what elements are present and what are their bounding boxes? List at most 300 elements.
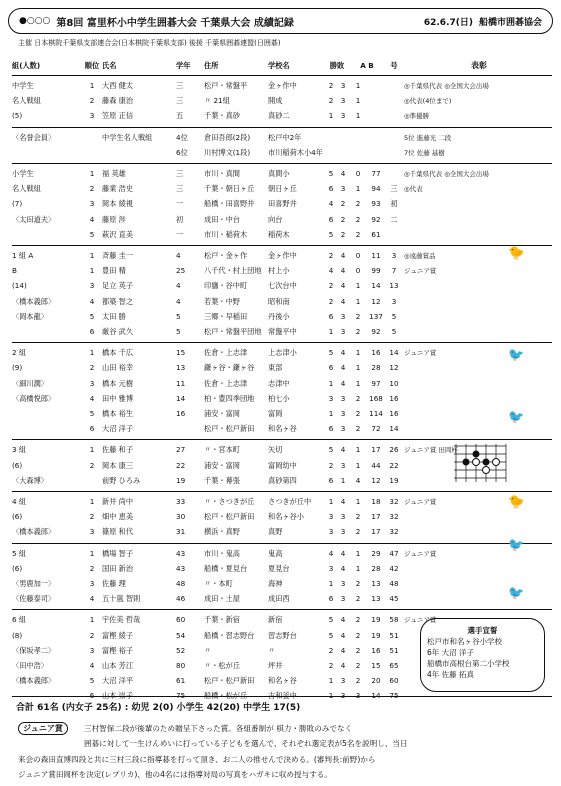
cell-name: 藤原 渉 xyxy=(102,214,126,224)
cell-no: 16 xyxy=(389,393,399,403)
cell-school: 海神 xyxy=(268,579,283,588)
cell-school: 金ヶ作中 xyxy=(268,81,297,90)
oath-line: 4年 佐藤 拓真 xyxy=(427,670,475,679)
cell-addr: 船橋・習志野台 xyxy=(204,630,255,640)
cell-name: 前野 ひろみ xyxy=(102,475,141,485)
cell-grade: 三 xyxy=(176,81,184,90)
cell-name: 新井 尚中 xyxy=(102,497,134,506)
cell-school: 丹後小 xyxy=(268,311,290,321)
cell-b: 11 xyxy=(371,251,381,260)
cell-addr: 松戸・常盤平団地 xyxy=(204,327,262,336)
cell-name: 太田 勝 xyxy=(102,311,126,321)
organizer: 船橋市囲碁協会 xyxy=(478,17,542,28)
table-row xyxy=(0,496,561,508)
cell-div: (6) xyxy=(12,460,23,470)
cell-name: 国田 新治 xyxy=(102,563,134,573)
cell-w: 5 xyxy=(328,229,334,239)
cell-w: 1 xyxy=(328,497,334,506)
cell-l: 4 xyxy=(340,563,346,573)
oath-line: 松戸市和名ヶ谷小学校 xyxy=(427,637,502,646)
cell-addr: 成田・中台 xyxy=(204,214,240,224)
cell-a: 2 xyxy=(355,527,361,537)
cell-b: 13 xyxy=(371,594,381,604)
cell-w: 4 xyxy=(328,266,334,276)
cell-a: 3 xyxy=(355,691,361,701)
cell-addr: 市川・真間 xyxy=(204,169,240,178)
table-row xyxy=(0,168,561,180)
cell-name: 篠原 和代 xyxy=(102,527,134,537)
cell-school: 和名ヶ谷小 xyxy=(268,512,304,522)
cell-school: 夏見台 xyxy=(268,563,290,573)
cell-b: 94 xyxy=(371,184,381,194)
cell-a: 2 xyxy=(355,409,361,418)
cell-no: 48 xyxy=(389,579,399,588)
cell-no: 51 xyxy=(389,645,399,655)
cell-div: (14) xyxy=(12,281,27,291)
group-divider xyxy=(12,127,552,128)
cell-addr: 〃 21組 xyxy=(204,96,230,106)
cell-name: 岡本 綾視 xyxy=(102,199,134,209)
cell-div: 6 組 xyxy=(12,615,27,625)
cell-a: 1 xyxy=(355,184,361,194)
cell-addr: 松戸・松戸新田 xyxy=(204,676,255,686)
cell-b: 19 xyxy=(371,615,381,625)
cell-note: ◎代表(4位まで) xyxy=(404,97,452,106)
cell-note: ◎遠藤賞品 xyxy=(404,252,436,260)
cell-name: 富樫 裕子 xyxy=(102,645,134,655)
cell-div: 〈男鹿加一〉 xyxy=(12,579,56,588)
cell-div: 〈岡本龍〉 xyxy=(12,311,48,321)
cell-div: 〈保坂孝二〉 xyxy=(12,645,56,655)
header-ab: A B xyxy=(360,61,374,70)
cell-rank: 1 xyxy=(89,445,95,455)
header-record: 勝敗 xyxy=(329,61,345,70)
cell-rank: 2 xyxy=(89,184,95,194)
table-row xyxy=(0,265,561,277)
cell-a: 2 xyxy=(355,393,361,403)
cell-a: 2 xyxy=(355,214,361,224)
cell-div: (9) xyxy=(12,363,23,373)
cell-l: 3 xyxy=(340,327,346,336)
cell-school: 〃 xyxy=(268,645,276,655)
cell-rank: 2 xyxy=(89,512,95,522)
cell-grade: 5 xyxy=(176,327,181,336)
cell-grade: 4 xyxy=(176,296,181,306)
cell-w: 1 xyxy=(328,409,334,418)
cell-school: 矢切 xyxy=(268,445,283,455)
cell-addr: 浦安・富岡 xyxy=(204,409,240,418)
cell-grade: 46 xyxy=(176,594,186,604)
cell-a: 2 xyxy=(355,579,361,588)
cell-l: 4 xyxy=(340,378,346,388)
cell-a: 1 xyxy=(355,497,361,506)
cell-name: 佐藤 和子 xyxy=(102,445,134,455)
cell-rank: 1 xyxy=(89,169,95,178)
cell-school: 志津中 xyxy=(268,378,290,388)
cell-l: 4 xyxy=(340,645,346,655)
junior-award-paragraph: 囲碁に対して一生けんめいに打っている子どもを選んで、それぞれ選定表が5名を説明し、当日 xyxy=(84,739,408,748)
header-rule xyxy=(12,75,552,76)
header-school: 学校名 xyxy=(268,61,290,70)
cell-addr: 〃・松が丘 xyxy=(204,661,240,670)
cell-addr: 市川・稲荷木 xyxy=(204,229,248,239)
table-row xyxy=(0,132,561,144)
table-row xyxy=(0,578,561,590)
go-board-drawing xyxy=(452,442,508,484)
cell-school: 和名ヶ谷 xyxy=(268,676,297,686)
cell-rank: 3 xyxy=(89,645,95,655)
cell-l: 3 xyxy=(340,409,346,418)
cell-a: 1 xyxy=(355,548,361,558)
group-divider xyxy=(12,163,552,164)
cell-rank: 1 xyxy=(89,81,95,90)
cell-grade: 75 xyxy=(176,691,186,701)
cell-b: 77 xyxy=(371,169,381,178)
cell-a: 2 xyxy=(355,229,361,239)
table-row xyxy=(0,229,561,241)
cell-b: 92 xyxy=(371,327,381,336)
cell-name: 田中 雅博 xyxy=(102,393,134,403)
cell-note: ジュニア賞 xyxy=(404,549,437,558)
cell-addr: 成田・土屋 xyxy=(204,594,240,604)
cell-grade: 一 xyxy=(176,199,184,209)
cell-addr: 〃・さつきが丘 xyxy=(204,497,255,506)
cell-div: (5) xyxy=(12,111,23,121)
cell-school: 上志津小 xyxy=(268,348,297,358)
cell-div: 〈大森博〉 xyxy=(12,475,48,485)
table-row xyxy=(0,526,561,538)
footer-rule xyxy=(12,696,552,697)
cell-school: 真砂第四 xyxy=(268,475,297,485)
cell-no: 二 xyxy=(390,214,398,224)
cell-b: 19 xyxy=(371,630,381,640)
cell-rank: 5 xyxy=(89,409,95,418)
cell-a: 2 xyxy=(355,594,361,604)
cell-rank: 5 xyxy=(89,229,95,239)
cell-w: 5 xyxy=(328,169,334,178)
cell-w: 1 xyxy=(328,111,334,121)
cell-a: 2 xyxy=(355,311,361,321)
table-header xyxy=(0,60,561,72)
cell-addr: 倉田吾郎(2段) xyxy=(204,132,251,142)
cell-b: 18 xyxy=(371,497,381,506)
cell-l: 3 xyxy=(340,676,346,686)
cell-w: 3 xyxy=(328,512,334,522)
cell-no: 42 xyxy=(389,563,399,573)
cell-grade: 60 xyxy=(176,615,186,625)
cell-note: ジュニア賞 xyxy=(404,349,437,358)
cell-grade: 27 xyxy=(176,445,186,455)
cell-no: 26 xyxy=(389,445,399,455)
cell-addr: 佐倉・上志津 xyxy=(204,378,248,388)
cell-b: 15 xyxy=(371,661,381,670)
cell-school: 真間小 xyxy=(268,169,290,178)
cell-a: 1 xyxy=(355,96,361,106)
cell-l: 4 xyxy=(340,661,346,670)
cell-school: 真野 xyxy=(268,527,283,537)
cell-div: 〈名誉会員〉 xyxy=(12,132,56,142)
header-no: 号 xyxy=(390,61,398,70)
bird-icon: 🐦 xyxy=(508,538,525,553)
header-division: 組(人数) xyxy=(12,61,41,70)
cell-addr: 柏・豊四季団地 xyxy=(204,393,255,403)
cell-name: 福 英雄 xyxy=(102,169,126,178)
cell-div: 2 組 xyxy=(12,348,27,358)
cell-addr: 佐倉・上志津 xyxy=(204,348,248,358)
cell-b: 168 xyxy=(369,393,383,403)
table-row xyxy=(0,393,561,405)
cell-school: 向台 xyxy=(268,214,283,224)
table-row xyxy=(0,548,561,560)
cell-a: 1 xyxy=(355,348,361,358)
cell-no: 32 xyxy=(389,497,399,506)
cell-grade: 30 xyxy=(176,512,186,522)
cell-note: 5位 進藤光 二段 xyxy=(404,133,452,142)
cell-addr: 市川・鬼高 xyxy=(204,548,240,558)
cell-l: 3 xyxy=(340,424,346,434)
cell-b: 16 xyxy=(371,348,381,358)
cell-a: 1 xyxy=(355,445,361,455)
cell-addr: 若葉・中野 xyxy=(204,296,240,306)
oath-title: 選手宣誓 xyxy=(467,626,498,635)
cell-l: 2 xyxy=(340,214,346,224)
cell-div: 小学生 xyxy=(12,169,34,178)
cell-no: 22 xyxy=(389,460,399,470)
oath-line: 6年 大沼 洋子 xyxy=(427,648,475,657)
cell-l: 2 xyxy=(340,199,346,209)
cell-l: 4 xyxy=(340,615,346,625)
cell-div: 〈橋本義郎〉 xyxy=(12,527,56,537)
cell-div: (6) xyxy=(12,563,23,573)
cell-l: 3 xyxy=(340,579,346,588)
cell-b: 28 xyxy=(371,563,381,573)
table-row xyxy=(0,95,561,107)
cell-a: 1 xyxy=(355,81,361,90)
cell-a: 1 xyxy=(355,111,361,121)
cell-div: 名人戦組 xyxy=(12,184,41,194)
cell-grade: 4 xyxy=(176,281,181,291)
cell-b: 12 xyxy=(371,296,381,306)
cell-school: 金ヶ作中 xyxy=(268,251,297,260)
cell-b: 92 xyxy=(371,214,381,224)
cell-l: 4 xyxy=(340,169,346,178)
cell-school: 真砂二 xyxy=(268,111,290,121)
table-row xyxy=(0,378,561,390)
table-row xyxy=(0,563,561,575)
cell-grade: 一 xyxy=(176,229,184,239)
table-row xyxy=(0,80,561,92)
cell-no: 60 xyxy=(389,676,399,686)
table-row xyxy=(0,280,561,292)
cell-name: 都築 智之 xyxy=(102,296,134,306)
cell-w: 5 xyxy=(328,348,334,358)
cell-a: 1 xyxy=(355,378,361,388)
cell-grade: 31 xyxy=(176,527,186,537)
cell-grade: 54 xyxy=(176,630,186,640)
cell-school: 田喜野井 xyxy=(268,199,297,209)
cell-addr: 〃・本町 xyxy=(204,579,233,588)
cell-b: 17 xyxy=(371,512,381,522)
cell-school: さつきが丘中 xyxy=(268,497,312,506)
cell-name: 宇佐美 哲哉 xyxy=(102,615,141,625)
cell-w: 6 xyxy=(328,475,334,485)
cell-school: 朝日ヶ丘 xyxy=(268,184,297,194)
cell-l: 3 xyxy=(340,393,346,403)
title-bar xyxy=(8,8,553,34)
cell-a: 1 xyxy=(355,460,361,470)
cell-note: 7位 佐藤 基樹 xyxy=(404,148,445,157)
cell-l: 4 xyxy=(340,281,346,291)
cell-note: ◎千葉県代表 ◎全国大会出場 xyxy=(404,170,489,178)
cell-rank: 2 xyxy=(89,563,95,573)
cell-a: 1 xyxy=(355,363,361,373)
cell-l: 4 xyxy=(340,445,346,455)
cell-grade: 初 xyxy=(176,214,184,224)
cell-school: 富岡 xyxy=(268,409,283,418)
cell-school: 稲荷木 xyxy=(268,229,290,239)
cell-grade: 16 xyxy=(176,409,186,418)
cell-addr: 船橋・田喜野井 xyxy=(204,199,255,209)
cell-w: 3 xyxy=(328,393,334,403)
cell-name: 厳谷 武久 xyxy=(102,327,134,336)
cell-a: 2 xyxy=(355,512,361,522)
cell-name: 山田 裕幸 xyxy=(102,363,134,373)
cell-w: 6 xyxy=(328,363,334,373)
cell-grade: 三 xyxy=(176,96,184,106)
cell-w: 6 xyxy=(328,424,334,434)
cell-name: 中学生名人戦組 xyxy=(102,132,153,142)
oath-line: 船橋市高根台第二小学校 xyxy=(427,659,510,668)
cell-grade: 19 xyxy=(176,475,186,485)
cell-addr: 千葉・朝日ヶ丘 xyxy=(204,184,255,194)
cell-a: 2 xyxy=(355,199,361,209)
cell-grade: 15 xyxy=(176,348,186,358)
cell-school: 成田西 xyxy=(268,594,290,604)
cell-name: 山本 芳江 xyxy=(102,661,134,670)
cell-school: 市川稲荷木小4年 xyxy=(268,147,323,157)
cell-w: 6 xyxy=(328,214,334,224)
cell-no: 65 xyxy=(389,661,399,670)
table-row xyxy=(0,408,561,420)
header-rank: 順位 xyxy=(84,61,100,70)
cell-div: 〈佐藤泰司〉 xyxy=(12,594,56,604)
table-row xyxy=(0,183,561,195)
cell-grade: 5 xyxy=(176,311,181,321)
cell-b: 137 xyxy=(369,311,383,321)
cell-rank: 2 xyxy=(89,630,95,640)
cell-school: 東部 xyxy=(268,363,283,373)
go-grid-icon xyxy=(452,442,508,484)
cell-b: 17 xyxy=(371,527,381,537)
cell-div: 1 組 A xyxy=(12,251,34,260)
cell-rank: 4 xyxy=(89,214,95,224)
cell-w: 2 xyxy=(328,96,334,106)
cell-no: 58 xyxy=(389,615,399,625)
event-date: 62.6.7(日) xyxy=(423,17,473,28)
cell-div: 4 組 xyxy=(12,497,27,506)
cell-school: 和名ヶ谷 xyxy=(268,424,297,434)
cell-a: 0 xyxy=(355,169,361,178)
cell-grade: 33 xyxy=(176,497,186,506)
cell-no: 47 xyxy=(389,548,399,558)
cell-a: 2 xyxy=(355,661,361,670)
cell-grade: 43 xyxy=(176,563,186,573)
group-divider xyxy=(12,245,552,246)
header-address: 住所 xyxy=(204,61,219,70)
cell-rank: 3 xyxy=(89,281,95,291)
cell-b: 44 xyxy=(371,460,381,470)
table-row xyxy=(0,214,561,226)
cell-w: 4 xyxy=(328,548,334,558)
cell-addr: 千葉・幕張 xyxy=(204,475,240,485)
cell-school: 新宿 xyxy=(268,615,283,625)
cell-name: 大西 健太 xyxy=(102,81,134,90)
cell-b: 17 xyxy=(371,445,381,455)
table-row xyxy=(0,362,561,374)
cell-rank: 4 xyxy=(89,393,95,403)
cell-a: 1 xyxy=(355,281,361,291)
bird-icon: 🐦 xyxy=(508,586,525,601)
cell-grade: 4 xyxy=(176,251,181,260)
cell-school: 坪井 xyxy=(268,661,283,670)
cell-school: 七次台中 xyxy=(268,281,297,291)
cell-l: 3 xyxy=(340,111,346,121)
cell-rank: 3 xyxy=(89,579,95,588)
table-row xyxy=(0,110,561,122)
cell-grade: 22 xyxy=(176,460,186,470)
cell-note: ジュニア賞 xyxy=(404,616,437,625)
cell-name: 豊田 精 xyxy=(102,266,126,276)
cell-grade: 11 xyxy=(176,378,186,388)
cell-school: 習志野台 xyxy=(268,630,297,640)
cell-note: ◎千葉県代表 ◎全国大会出場 xyxy=(404,82,489,90)
bird-icon: 🐦 xyxy=(508,410,525,425)
cell-grade: 48 xyxy=(176,579,186,588)
cell-w: 5 xyxy=(328,445,334,455)
cell-rank: 1 xyxy=(89,348,95,358)
cell-div: 〈太田道夫〉 xyxy=(12,214,56,224)
cell-no: 12 xyxy=(389,363,399,373)
cell-addr: 松戸・金ヶ作 xyxy=(204,251,248,260)
cell-a: 0 xyxy=(355,251,361,260)
table-row xyxy=(0,511,561,523)
cell-addr: 松戸・常盤平 xyxy=(204,81,248,90)
cell-no: 32 xyxy=(389,512,399,522)
cell-w: 4 xyxy=(328,199,334,209)
cell-rank: 5 xyxy=(89,311,95,321)
cell-div: (8) xyxy=(12,630,23,640)
cell-name: 笠原 正信 xyxy=(102,111,134,121)
table-row xyxy=(0,311,561,323)
cell-addr: 松戸・松戸新田 xyxy=(204,424,255,434)
cell-w: 6 xyxy=(328,594,334,604)
page-title: 第8回 富里杯小中学生囲碁大会 千葉県大会 成績記録 xyxy=(56,17,294,29)
cell-no: 10 xyxy=(389,378,399,388)
cell-b: 61 xyxy=(371,229,381,239)
cell-a: 0 xyxy=(355,266,361,276)
cell-no: 32 xyxy=(389,527,399,537)
junior-award-label: ジュニア賞 xyxy=(18,722,68,735)
cell-addr: 印旛・谷中町 xyxy=(204,281,248,291)
cell-rank: 3 xyxy=(89,378,95,388)
cell-no: 14 xyxy=(389,348,399,358)
cell-no: 16 xyxy=(389,409,399,418)
cell-b: 93 xyxy=(371,199,381,209)
cell-div: 〈細川潤〉 xyxy=(12,378,48,388)
cell-name: 橋本 元樹 xyxy=(102,378,134,388)
cell-l: 4 xyxy=(340,251,346,260)
cell-grade: 61 xyxy=(176,676,186,686)
